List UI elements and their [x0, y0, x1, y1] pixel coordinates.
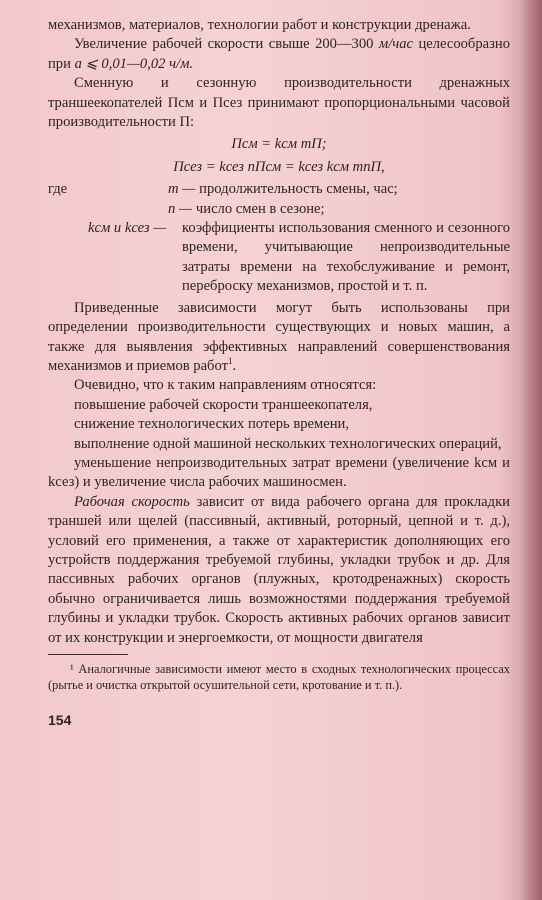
list-item-1: повышение рабочей скорости траншеекопателя,	[74, 396, 373, 413]
where-m-symbol: m —	[168, 181, 196, 198]
footnote-ref: 1	[227, 356, 233, 367]
footnote-rule	[48, 654, 128, 655]
list-item-2: снижение технологических потерь времени,	[74, 416, 349, 433]
paragraph-2-condition: a ⩽ 0,01—0,02 ч/м.	[74, 55, 194, 72]
where-k-text: коэффициенты использования сменного и сезонного времени, учитывающие непроизводительные затраты времени на техобслуживание и ремонт, переброску механизмов, простой и т. п.	[182, 220, 510, 295]
formula-2: Псез = kсез nПсм = kсез kсм mnП,	[173, 158, 385, 175]
where-n-text: число смен в сезоне;	[195, 200, 325, 217]
paragraph-4-text: Приведенные зависимости могут быть использованы при определении производительности существующих и новых машин, а также для выявления эффективных направлений совершенствования механизмов и приемов работ	[48, 299, 510, 374]
where-word: где	[48, 181, 68, 198]
paragraph-5: Очевидно, что к таким направлениям относятся:	[74, 377, 377, 394]
footnote: ¹ Аналогичные зависимости имеют место в сходных технологических процессах (рытье и очистка открытой осушительной сети, кротование и т. п.).	[48, 662, 510, 692]
paragraph-6-text: зависит от вида рабочего органа для прокладки траншей или щелей (пассивный, активный, роторный, цепной и т. д.), условий его применения, а также от характеристик дополняющих его устройств поддержания требуемой глубины, укладки трубок и др. Для пассивных рабочих органов (плужных, кротодренажных) скорость обычно ограничивается лишь возможностями поддержания требуемой глубины и укладки трубок. Скорость активных рабочих органов зависит от их конструкции и энергоемкости, от мощности двигателя	[48, 493, 510, 646]
paragraph-2-unit: м/час	[378, 36, 413, 53]
list-item-4: уменьшение непроизводительных затрат времени (увеличение kсм и kсез) и увеличение числа рабочих машиносмен.	[48, 454, 510, 491]
where-m-text: продолжительность смены, час;	[199, 181, 398, 198]
where-n-symbol: n —	[168, 200, 192, 217]
where-row-n	[48, 200, 510, 219]
where-row-m	[48, 180, 510, 199]
page-content	[48, 16, 510, 730]
paragraph-2	[48, 35, 510, 74]
paragraph-6-emphasis: Рабочая скорость	[74, 493, 190, 510]
paragraph-2-a: Увеличение рабочей скорости свыше 200—300	[74, 36, 374, 53]
paragraph-1: механизмов, материалов, технологии работ и конструкции дренажа.	[48, 17, 471, 33]
page-number: 154	[48, 712, 72, 728]
paragraph-6	[48, 493, 510, 648]
list-item-3: выполнение одной машиной нескольких технологических операций,	[74, 435, 502, 452]
where-k-symbol: kсм и kсез —	[88, 220, 167, 237]
formula-1: Псм = kсм mП;	[231, 136, 327, 153]
paragraph-2-b: целесообразно при	[48, 36, 510, 72]
where-row-k	[48, 219, 510, 297]
paragraph-4: Приведенные зависимости могут быть использованы при определении производительности существующих и новых машин, а также для выявления эффективных направлений совершенствования механизмов и приемов работ$^1$.	[48, 299, 510, 374]
paragraph-3: Сменную и сезонную производительности дренажных траншеекопателей Псм и Псез принимают пропорциональными часовой производительности П:	[48, 75, 510, 131]
page-edge-shadow	[520, 0, 542, 900]
